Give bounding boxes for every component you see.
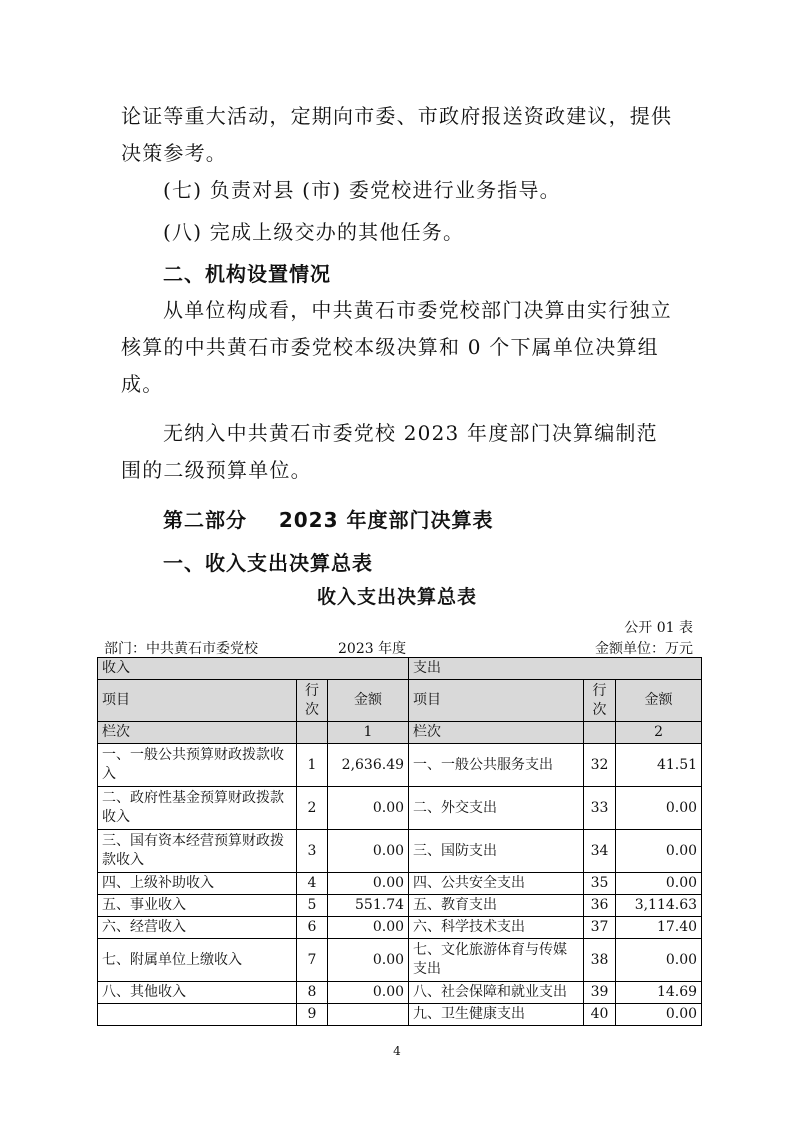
expense-row-number: 37 [584,917,616,939]
year-label: 2023 年度 [338,641,407,657]
expense-item: 二、外交支出 [409,787,584,830]
col-amount-header: 金额 [616,680,702,722]
income-row-number: 4 [297,873,328,895]
income-amount: 2,636.49 [328,744,409,787]
income-item: 一、一般公共预算财政拨款收入 [98,744,297,787]
paragraph-duty-8: (八) 完成上级交办的其他任务。 [163,220,465,244]
expense-amount: 0.00 [616,1004,702,1026]
expense-amount: 14.69 [616,982,702,1004]
table-row [98,787,702,830]
income-expense-table [97,657,702,1026]
expense-row-number: 39 [584,982,616,1004]
table-section-heading: 一、收入支出决算总表 [163,551,373,575]
col-row-header: 行次 [297,680,328,722]
table-code: 公开 01 表 [624,620,693,636]
income-item: 五、事业收入 [98,895,297,917]
expense-item: 七、文化旅游体育与传媒支出 [409,939,584,982]
income-row-number: 3 [297,830,328,873]
expense-amount: 17.40 [616,917,702,939]
income-amount: 0.00 [328,830,409,873]
table-row [98,939,702,982]
col-amount-header: 金额 [328,680,409,722]
lanci-blank [297,722,328,744]
expense-amount: 0.00 [616,873,702,895]
table-row [98,744,702,787]
expense-amount: 0.00 [616,830,702,873]
expense-item: 五、教育支出 [409,895,584,917]
lanci-label: 栏次 [409,722,584,744]
lanci-blank [584,722,616,744]
expense-item: 八、社会保障和就业支出 [409,982,584,1004]
table-row [98,982,702,1004]
table-row [98,873,702,895]
income-amount: 0.00 [328,873,409,895]
department-label: 部门：中共黄石市委党校 [104,641,258,657]
expense-item: 三、国防支出 [409,830,584,873]
income-row-number: 8 [297,982,328,1004]
lanci-col1: 1 [328,722,409,744]
income-row-number: 5 [297,895,328,917]
lanci-row [98,722,702,744]
expense-item: 六、科学技术支出 [409,917,584,939]
col-item-header: 项目 [98,680,297,722]
expense-row-number: 35 [584,873,616,895]
expense-item: 一、一般公共服务支出 [409,744,584,787]
paragraph-no-secondary-units: 无纳入中共黄石市委党校 2023 年度部门决算编制范围的二级预算单位。 [121,421,658,482]
income-amount: 551.74 [328,895,409,917]
expense-item: 九、卫生健康支出 [409,1004,584,1026]
income-row-number: 2 [297,787,328,830]
expense-amount: 0.00 [616,939,702,982]
expense-item: 四、公共安全支出 [409,873,584,895]
expense-row-number: 34 [584,830,616,873]
table-row [98,830,702,873]
income-header: 收入 [98,658,409,680]
expense-row-number: 40 [584,1004,616,1026]
table-title: 收入支出决算总表 [316,586,477,608]
income-row-number: 7 [297,939,328,982]
paragraph-composition: 从单位构成看，中共黄石市委党校部门决算由实行独立核算的中共黄石市委党校本级决算和 0 个下属单位决算组成。 [121,298,672,396]
income-item: 三、国有资本经营预算财政拨款收入 [98,830,297,873]
expense-row-number: 33 [584,787,616,830]
income-row-number: 6 [297,917,328,939]
table-header-row [98,658,702,680]
table-row [98,917,702,939]
expense-amount: 0.00 [616,787,702,830]
income-amount: 0.00 [328,939,409,982]
income-amount: 0.00 [328,917,409,939]
section-heading-institutions: 二、机构设置情况 [163,262,331,286]
part-heading: 第二部分 2023 年度部门决算表 [163,508,494,532]
income-row-number: 9 [297,1004,328,1026]
column-header-row [98,680,702,722]
table-row [98,895,702,917]
col-row-header: 行次 [584,680,616,722]
table-row [98,1004,702,1026]
income-item: 八、其他收入 [98,982,297,1004]
income-amount [328,1004,409,1026]
income-item: 四、上级补助收入 [98,873,297,895]
lanci-col2: 2 [616,722,702,744]
page-number: 4 [393,1044,401,1058]
expense-amount: 41.51 [616,744,702,787]
income-row-number: 1 [297,744,328,787]
income-amount: 0.00 [328,982,409,1004]
lanci-label: 栏次 [98,722,297,744]
income-item: 二、政府性基金预算财政拨款收入 [98,787,297,830]
col-item-header: 项目 [409,680,584,722]
paragraph-duties-continued: 论证等重大活动，定期向市委、市政府报送资政建议，提供决策参考。 [121,104,673,165]
expense-row-number: 38 [584,939,616,982]
income-item [98,1004,297,1026]
expense-header: 支出 [409,658,702,680]
income-item: 七、附属单位上缴收入 [98,939,297,982]
unit-label: 金额单位：万元 [595,641,693,657]
income-item: 六、经营收入 [98,917,297,939]
expense-row-number: 32 [584,744,616,787]
expense-amount: 3,114.63 [616,895,702,917]
paragraph-duty-7: (七) 负责对县 (市) 委党校进行业务指导。 [163,178,561,202]
income-amount: 0.00 [328,787,409,830]
expense-row-number: 36 [584,895,616,917]
